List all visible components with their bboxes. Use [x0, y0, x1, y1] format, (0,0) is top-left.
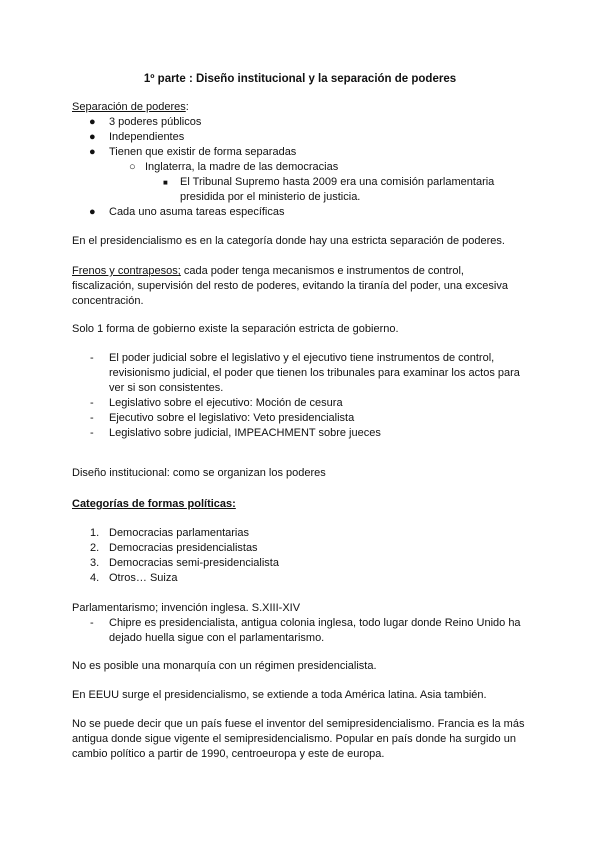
paragraph-diseno: Diseño institucional: como se organizan los poderes	[72, 467, 326, 479]
bullet-icon: ●	[89, 131, 96, 143]
frenos-text: cada poder tenga mecanismos e instrumentos de control, fiscalización, supervisión del resto de poderes, evitando la tiranía del poder, una excesiva concentración.	[72, 265, 508, 307]
dash-bullet: -	[90, 427, 94, 439]
list-item: - Legislativo sobre el ejecutivo: Moción de cesura	[90, 397, 343, 409]
separacion-list	[72, 115, 528, 220]
list-number: 1.	[90, 527, 100, 539]
controles-list	[72, 351, 528, 441]
parlamentarismo-list	[72, 616, 528, 646]
paragraph-semipresidencialismo: No se puede decir que un país fuese el inventor del semipresidencialismo. Francia es la más antigua donde sigue vigente el semipresidencialismo. Popular en país donde ha surgido un cambio político a partir de 1990, centroeuropa y este de europa.	[72, 718, 525, 760]
dash-bullet: -	[90, 397, 94, 409]
list-item: ○ Inglaterra, la madre de las democracias	[129, 161, 339, 173]
circle-bullet-icon: ○	[129, 161, 136, 173]
paragraph-eeuu: En EEUU surge el presidencialismo, se extiende a toda América latina. Asia también.	[72, 689, 487, 701]
bullet-icon: ●	[89, 146, 96, 158]
square-bullet-icon: ■	[163, 178, 168, 187]
list-item: - Chipre es presidencialista, antigua colonia inglesa, todo lugar donde Reino Unido ha dejado huella sigue con el parlamentarismo.	[90, 617, 521, 644]
bullet-icon: ●	[89, 206, 96, 218]
dash-bullet: -	[90, 617, 94, 629]
frenos-heading: Frenos y contrapesos;	[72, 265, 181, 277]
dash-bullet: -	[90, 412, 94, 424]
categorias-list	[72, 526, 528, 586]
list-item: ● Tienen que existir de forma separadas	[89, 146, 297, 158]
list-item: 3. Democracias semi-presidencialista	[90, 557, 279, 569]
paragraph-solo: Solo 1 forma de gobierno existe la separación estricta de gobierno.	[72, 323, 399, 335]
list-item: - Legislativo sobre judicial, IMPEACHMENT sobre jueces	[90, 427, 381, 439]
separacion-section	[72, 100, 528, 220]
categorias-heading: Categorías de formas políticas:	[72, 498, 236, 510]
list-item: ● 3 poderes públicos	[89, 116, 202, 128]
separacion-colon: :	[185, 101, 189, 113]
list-item: 2. Democracias presidencialistas	[90, 542, 258, 554]
list-number: 2.	[90, 542, 100, 554]
list-item: 1. Democracias parlamentarias	[90, 527, 249, 539]
list-item: ■ El Tribunal Supremo hasta 2009 era una comisión parlamentaria presidida por el ministerio de justicia.	[163, 176, 495, 203]
paragraph-presidencialismo: En el presidencialismo es en la categoría donde hay una estricta separación de poderes.	[72, 235, 505, 247]
list-item: ● Cada uno asuma tareas específicas	[89, 206, 285, 218]
list-number: 3.	[90, 557, 100, 569]
dash-bullet: -	[90, 352, 94, 364]
paragraph-monarquia: No es posible una monarquía con un régimen presidencialista.	[72, 660, 377, 672]
page-title: 1º parte : Diseño institucional y la separación de poderes	[143, 73, 457, 85]
list-number: 4.	[90, 572, 100, 584]
list-item: - El poder judicial sobre el legislativo y el ejecutivo tiene instrumentos de control, revisionismo judicial, el poder que tienen los tribunales para examinar los actos para ver si son consistentes.	[90, 352, 520, 394]
list-item: - Ejecutivo sobre el legislativo: Veto presidencialista	[90, 412, 355, 424]
frenos-paragraph	[72, 264, 528, 309]
list-item: ● Independientes	[89, 131, 185, 143]
parlamentarismo-line: Parlamentarismo; invención inglesa. S.XIII-XIV	[72, 602, 301, 614]
bullet-icon: ●	[89, 116, 96, 128]
separacion-heading: Separación de poderes	[72, 101, 186, 113]
parlamentarismo-section	[72, 601, 528, 646]
list-item: 4. Otros… Suiza	[90, 572, 178, 584]
